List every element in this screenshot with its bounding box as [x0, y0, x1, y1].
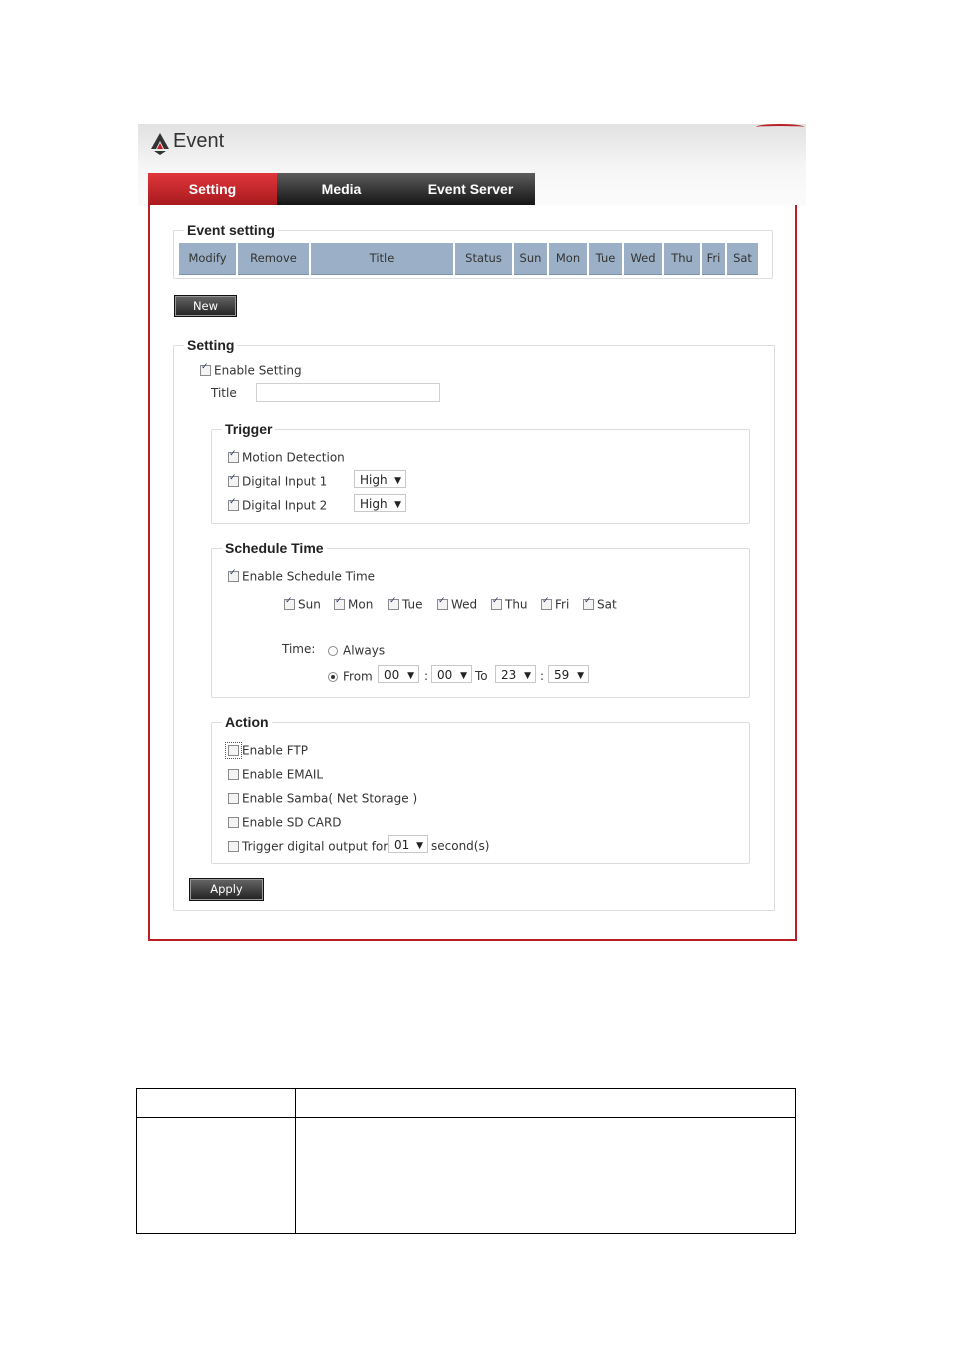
day-sun: [284, 597, 321, 612]
title-label: Title: [211, 386, 237, 400]
enable-schedule-checkbox[interactable]: [228, 571, 239, 582]
chevron-down-icon: ▼: [416, 841, 423, 851]
enable-setting-checkbox[interactable]: [200, 365, 211, 376]
day-wed: [437, 597, 477, 612]
column-header: Title: [311, 243, 453, 275]
day-label: Thu: [505, 597, 528, 612]
motion-detection-label: Motion Detection: [242, 450, 345, 465]
day-checkbox[interactable]: [284, 599, 295, 610]
tab-event-server[interactable]: Event Server: [406, 173, 535, 205]
action-fieldset: [211, 714, 750, 864]
trigger-output-select[interactable]: [388, 835, 428, 853]
tab-setting[interactable]: Setting: [148, 173, 277, 205]
column-header: Wed: [624, 243, 662, 275]
from-min-select[interactable]: [431, 665, 472, 683]
digital-input-2-value: High: [360, 497, 388, 511]
header-bar: [138, 124, 806, 206]
enable-email-row: [228, 767, 323, 782]
apply-button[interactable]: Apply: [189, 878, 264, 901]
digital-input-1-checkbox[interactable]: [228, 476, 239, 487]
day-label: Wed: [451, 597, 478, 612]
day-label: Tue: [402, 597, 423, 612]
colon-separator: :: [540, 669, 545, 683]
day-checkbox[interactable]: [491, 599, 502, 610]
day-label: Fri: [555, 597, 570, 612]
column-header: Sat: [727, 243, 758, 275]
enable-ftp-label: Enable FTP: [242, 743, 308, 758]
column-header: Fri: [702, 243, 725, 275]
trigger-fieldset: [211, 421, 750, 524]
from-hour-select[interactable]: [378, 665, 419, 683]
trigger-output-value: 01: [394, 838, 410, 852]
from-hour-value: 00: [384, 668, 400, 682]
chevron-down-icon: ▼: [577, 671, 584, 681]
column-header: Thu: [664, 243, 700, 275]
trigger-output-label: Trigger digital output for: [242, 839, 389, 854]
enable-sd-label: Enable SD CARD: [242, 815, 342, 830]
time-label: Time:: [282, 642, 316, 656]
always-row: [328, 643, 385, 658]
day-checkbox[interactable]: [388, 599, 399, 610]
title-input[interactable]: [256, 383, 440, 402]
column-header: Sun: [514, 243, 547, 275]
trigger-title: Trigger: [222, 421, 275, 437]
setting-fieldset: [173, 337, 775, 911]
to-label: To: [475, 669, 488, 683]
enable-email-checkbox[interactable]: [228, 769, 239, 780]
enable-schedule-row: [228, 569, 375, 584]
chevron-down-icon: ▼: [407, 671, 414, 681]
digital-input-2-select[interactable]: [354, 494, 406, 512]
day-tue: [388, 597, 423, 612]
day-fri: [541, 597, 569, 612]
event-setting-title: Event setting: [184, 222, 278, 238]
seconds-label: second(s): [431, 839, 490, 853]
event-setting-fieldset: [173, 222, 773, 279]
always-label: Always: [343, 643, 386, 658]
chevron-down-icon: ▼: [524, 671, 531, 681]
day-checkbox[interactable]: [334, 599, 345, 610]
column-header: Remove: [238, 243, 309, 275]
from-label: From: [343, 669, 373, 684]
digital-input-2-label: Digital Input 2: [242, 498, 328, 513]
day-checkbox[interactable]: [541, 599, 552, 610]
document-table: [136, 1088, 796, 1234]
day-label: Mon: [348, 597, 374, 612]
to-hour-select[interactable]: [495, 665, 536, 683]
column-header: Mon: [549, 243, 587, 275]
day-checkbox[interactable]: [437, 599, 448, 610]
enable-ftp-row: [228, 743, 308, 758]
motion-detection-checkbox[interactable]: [228, 452, 239, 463]
from-min-value: 00: [437, 668, 453, 682]
enable-ftp-checkbox[interactable]: [228, 745, 239, 756]
to-hour-value: 23: [501, 668, 517, 682]
day-checkbox[interactable]: [583, 599, 594, 610]
setting-title: Setting: [184, 337, 237, 353]
digital-input-1-label: Digital Input 1: [242, 474, 328, 489]
table-column-divider: [295, 1089, 296, 1233]
enable-samba-checkbox[interactable]: [228, 793, 239, 804]
digital-input-2-row: [228, 498, 327, 513]
header-accent: [756, 124, 804, 130]
day-thu: [491, 597, 528, 612]
new-button[interactable]: New: [174, 295, 237, 317]
enable-schedule-label: Enable Schedule Time: [242, 569, 376, 584]
action-title: Action: [222, 714, 272, 730]
column-header: Status: [455, 243, 512, 275]
schedule-title: Schedule Time: [222, 540, 327, 556]
from-radio[interactable]: [328, 672, 338, 682]
trigger-output-checkbox[interactable]: [228, 841, 239, 852]
chevron-down-icon: ▼: [394, 476, 401, 486]
enable-sd-row: [228, 815, 342, 830]
tab-media[interactable]: Media: [277, 173, 406, 205]
enable-setting-label: Enable Setting: [214, 363, 302, 378]
from-row: [328, 669, 373, 684]
day-label: Sun: [298, 597, 321, 612]
app-title: Event: [173, 130, 225, 152]
always-radio[interactable]: [328, 646, 338, 656]
enable-email-label: Enable EMAIL: [242, 767, 324, 782]
chevron-down-icon: ▼: [460, 671, 467, 681]
tab-content: [148, 205, 797, 941]
tab-bar: [148, 173, 535, 205]
event-panel: [138, 124, 806, 942]
day-sat: [583, 597, 617, 612]
column-header: Modify: [179, 243, 236, 275]
column-header: Tue: [589, 243, 622, 275]
digital-input-1-row: [228, 474, 327, 489]
motion-detection-row: [228, 450, 345, 465]
to-min-select[interactable]: [548, 665, 589, 683]
table-row-divider: [137, 1117, 795, 1118]
enable-setting-row: [200, 363, 302, 378]
to-min-value: 59: [554, 668, 570, 682]
trigger-output-row: [228, 839, 388, 854]
enable-samba-label: Enable Samba( Net Storage ): [242, 791, 418, 806]
digital-input-1-select[interactable]: [354, 470, 406, 488]
digital-input-1-value: High: [360, 473, 388, 487]
digital-input-2-checkbox[interactable]: [228, 500, 239, 511]
day-mon: [334, 597, 373, 612]
enable-samba-row: [228, 791, 417, 806]
colon-separator: :: [424, 669, 429, 683]
day-label: Sat: [597, 597, 617, 612]
chevron-down-icon: ▼: [394, 500, 401, 510]
schedule-fieldset: [211, 540, 750, 698]
brand-logo-icon: [150, 132, 170, 156]
event-grid-header: [179, 243, 760, 275]
enable-sd-checkbox[interactable]: [228, 817, 239, 828]
